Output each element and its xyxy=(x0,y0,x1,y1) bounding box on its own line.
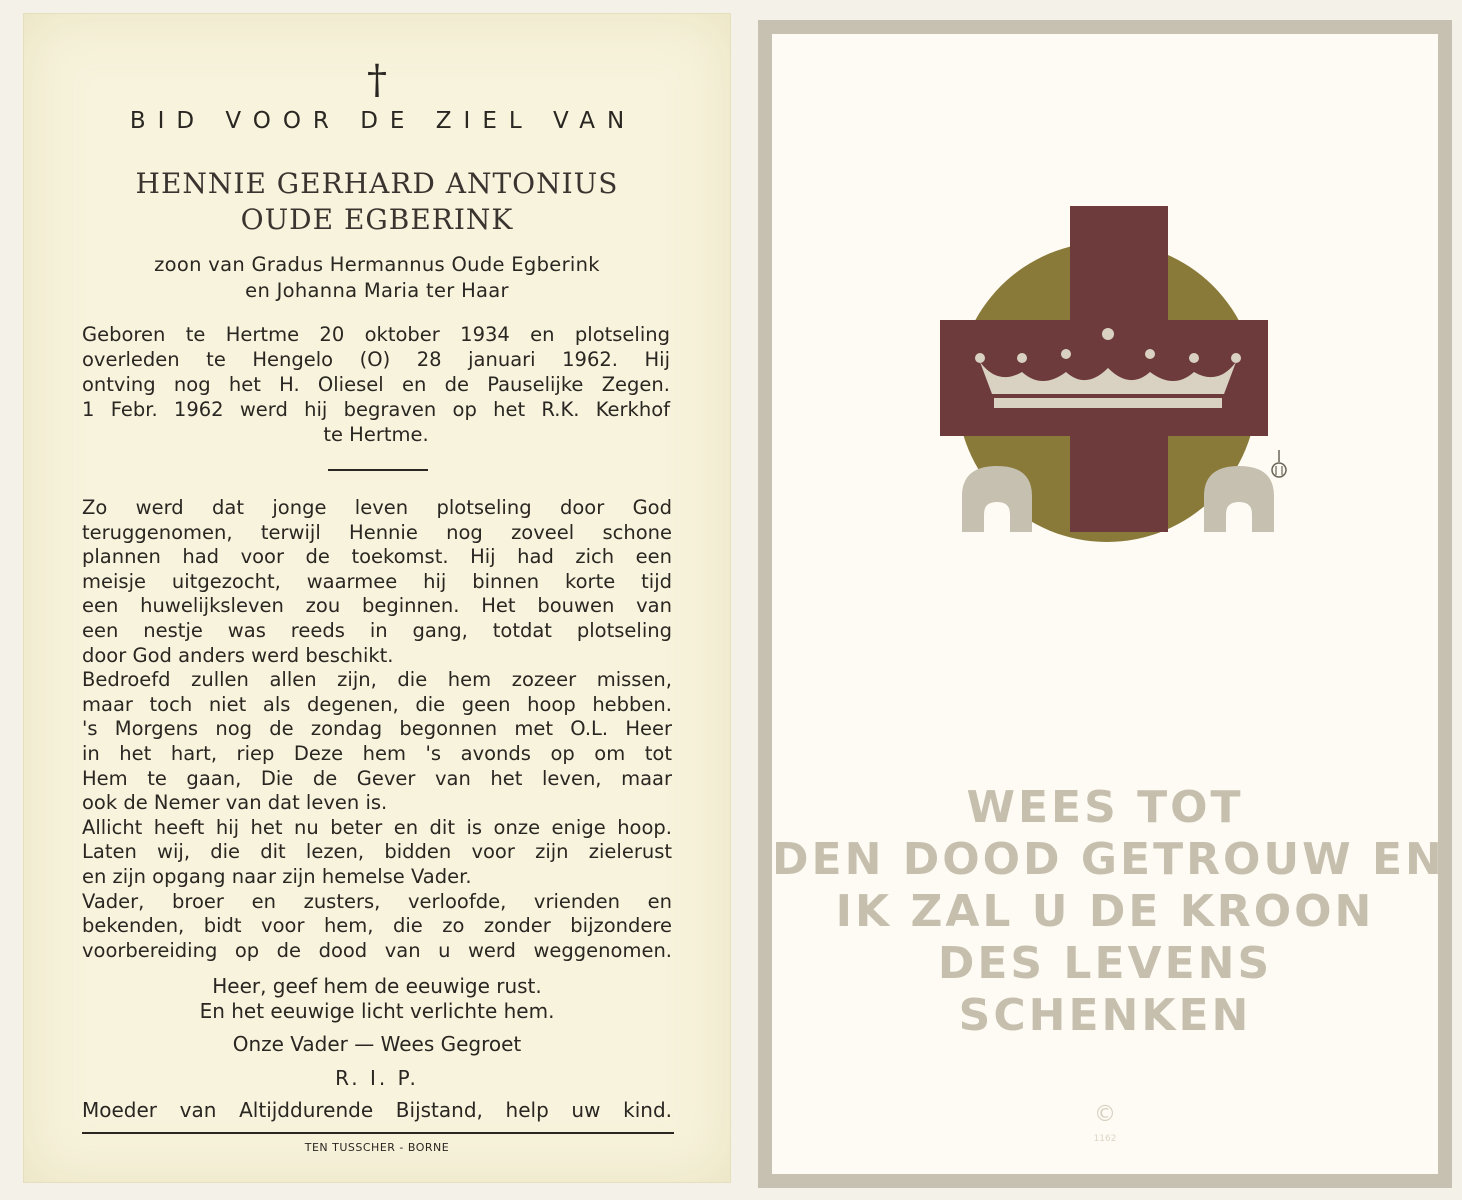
divider-long xyxy=(82,1132,674,1134)
parents-line-1: zoon van Gradus Hermannus Oude Egberink xyxy=(154,253,600,276)
printer-imprint: TEN TUSSCHER - BORNE xyxy=(304,1141,450,1154)
text-line: een huwelijksleven zou beginnen. Het bouwen van xyxy=(82,594,672,618)
copyright-mark: © xyxy=(1094,1102,1116,1127)
motto xyxy=(772,782,1445,1042)
text-line: in het hart, riep Deze hem 's avonds op om tot xyxy=(82,741,672,765)
inner-panel xyxy=(772,34,1445,1174)
motto-line: DEN DOOD GETROUW EN xyxy=(772,834,1445,885)
bio-line: overleden te Hengelo (O) 28 januari 1962. Hij xyxy=(82,348,670,371)
parents xyxy=(24,252,730,304)
prayer xyxy=(24,974,730,1024)
text-line: teruggenomen, terwijl Hennie nog zoveel schone xyxy=(82,520,672,544)
text-line: Zo werd dat jonge leven plotseling door God xyxy=(82,496,672,519)
text-line: voorbereiding op de dood van u werd weggenomen. xyxy=(82,938,672,962)
text-line: Laten wij, die dit lezen, bidden voor zijn zielerust xyxy=(82,840,672,864)
memorial-card-image-side xyxy=(758,20,1452,1188)
helper-line: Moeder van Altijddurende Bijstand, help uw kind. xyxy=(82,1098,672,1122)
text-line: bekenden, bidt voor hem, die zo zonder bijzondere xyxy=(82,914,672,938)
right-arch-icon xyxy=(1204,466,1274,532)
print-number: 1162 xyxy=(1093,1134,1117,1144)
text-line: plannen had voor de toekomst. Hij had zich een xyxy=(82,545,672,569)
motto-line: IK ZAL U DE KROON xyxy=(835,886,1375,937)
text-line: Bedroefd zullen allen zijn, die hem zozeer missen, xyxy=(82,668,672,692)
prayer-line-2: En het eeuwige licht verlichte hem. xyxy=(199,999,555,1023)
artist-monogram-icon xyxy=(1268,448,1290,482)
left-arch-icon xyxy=(962,466,1032,532)
cross-icon: † xyxy=(367,57,387,103)
memorial-text xyxy=(82,496,672,963)
prayer-line-1: Heer, geef hem de eeuwige rust. xyxy=(212,974,542,998)
bio-line: te Hertme. xyxy=(323,423,429,446)
prayers-line: Onze Vader — Wees Gegroet xyxy=(232,1032,522,1056)
text-line: ook de Nemer van dat leven is. xyxy=(82,791,388,815)
name-line-1: HENNIE GERHARD ANTONIUS xyxy=(135,167,619,200)
motto-line: SCHENKEN xyxy=(958,990,1252,1041)
divider-short xyxy=(328,469,428,471)
name-line-2: OUDE EGBERINK xyxy=(240,203,514,236)
text-line: maar toch niet als degenen, die geen hoop hebben. xyxy=(82,692,672,716)
text-line: door God anders werd beschikt. xyxy=(82,643,394,667)
rip-line: R. I. P. xyxy=(335,1066,419,1090)
memorial-card-text-side xyxy=(24,14,730,1182)
bio-line: ontving nog het H. Oliesel en de Pauselijke Zegen. xyxy=(82,373,670,396)
text-line: meisje uitgezocht, waarmee hij binnen korte tijd xyxy=(82,569,672,593)
text-line: Hem te gaan, Die de Gever van het leven, maar xyxy=(82,766,672,790)
text-line: Vader, broer en zusters, verloofde, vrienden en xyxy=(82,889,672,913)
pray-heading: BID VOOR DE ZIEL VAN xyxy=(129,108,637,134)
text-line: en zijn opgang naar zijn hemelse Vader. xyxy=(82,864,472,888)
cross-crown-emblem xyxy=(772,34,1438,574)
text-line: een nestje was reeds in gang, totdat plotseling xyxy=(82,618,672,642)
motto-line: WEES TOT xyxy=(966,782,1244,833)
text-line: 's Morgens nog de zondag begonnen met O.L. Heer xyxy=(82,717,672,741)
motto-line: DES LEVENS xyxy=(937,938,1273,989)
bio-line: Geboren te Hertme 20 oktober 1934 en plotseling xyxy=(82,323,670,346)
deceased-name xyxy=(24,166,730,238)
text-line: Allicht heeft hij het nu beter en dit is onze enige hoop. xyxy=(82,815,672,839)
biography xyxy=(82,322,670,447)
parents-line-2: en Johanna Maria ter Haar xyxy=(245,279,509,302)
bio-line: 1 Febr. 1962 werd hij begraven op het R.K. Kerkhof xyxy=(82,398,670,421)
